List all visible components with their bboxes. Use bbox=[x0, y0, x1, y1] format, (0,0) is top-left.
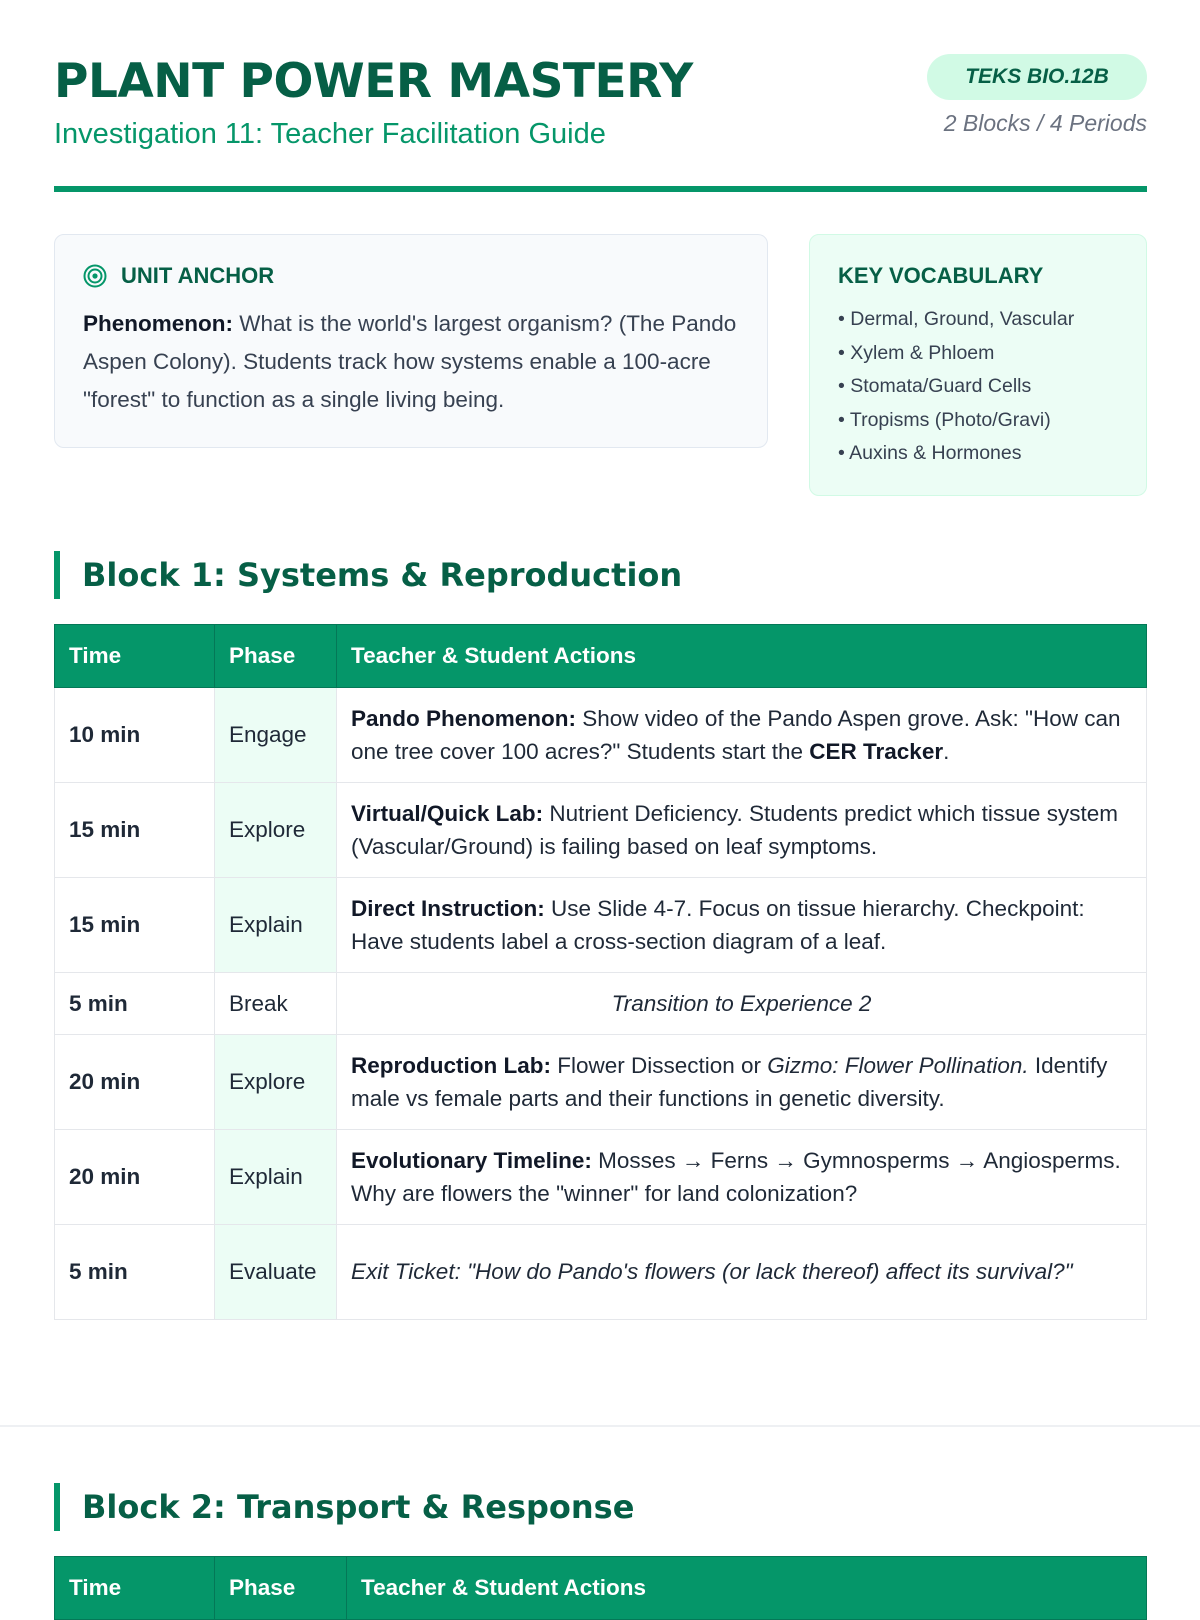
vocabulary-item: • Auxins & Hormones bbox=[838, 437, 1118, 471]
key-vocabulary-heading: KEY VOCABULARY bbox=[838, 263, 1044, 288]
phenomenon-text bbox=[83, 305, 739, 419]
phenomenon-label: Phenomenon: bbox=[83, 311, 233, 336]
action-text: Mosses → Ferns → Gymnosperms → Angiosperms. Why are flowers the "winner" for land colonization? bbox=[351, 1147, 1121, 1206]
phenomenon-description: What is the world's largest organism? (The Pando Aspen Colony). Students track how systems enable a 100-acre "forest" to function as a single living being. bbox=[83, 311, 737, 412]
actions-cell bbox=[337, 688, 1147, 783]
time-cell: 20 min bbox=[55, 1130, 215, 1225]
table-row bbox=[55, 1225, 1147, 1320]
time-cell: 5 min bbox=[55, 1225, 215, 1320]
page-title: PLANT POWER MASTERY bbox=[54, 54, 693, 109]
action-text: Flower Dissection or bbox=[550, 1052, 768, 1078]
table-header-row bbox=[55, 1557, 1147, 1620]
block-divider bbox=[0, 1425, 1200, 1427]
phase-cell: Explain bbox=[215, 878, 337, 973]
exit-ticket-cell: Exit Ticket: "How do Pando's flowers (or lack thereof) affect its survival?" bbox=[337, 1225, 1147, 1320]
column-header-time: Time bbox=[55, 1557, 215, 1620]
actions-cell bbox=[337, 1130, 1147, 1225]
table-row bbox=[55, 783, 1147, 878]
key-vocabulary-card bbox=[809, 234, 1147, 496]
vocabulary-item: • Xylem & Phloem bbox=[838, 337, 1118, 371]
column-header-actions: Teacher & Student Actions bbox=[347, 1557, 1147, 1620]
phase-cell: Explore bbox=[215, 1035, 337, 1130]
action-lead: Pando Phenomenon: bbox=[351, 705, 576, 731]
actions-cell bbox=[337, 878, 1147, 973]
column-header-phase: Phase bbox=[215, 1557, 347, 1620]
action-lead: Evolutionary Timeline: bbox=[351, 1147, 592, 1173]
actions-cell bbox=[337, 1035, 1147, 1130]
table-row bbox=[55, 1035, 1147, 1130]
table-row bbox=[55, 1130, 1147, 1225]
action-lead: Direct Instruction: bbox=[351, 895, 545, 921]
action-text: Show video of the Pando Aspen grove. Ask: "How can one tree cover 100 acres?" Students start the bbox=[351, 705, 1121, 764]
action-text: Nutrient Deficiency. Students predict which tissue system (Vascular/Ground) is failing based on leaf symptoms. bbox=[351, 800, 1118, 859]
time-cell: 5 min bbox=[55, 973, 215, 1035]
column-header-time: Time bbox=[55, 625, 215, 688]
phase-cell: Break bbox=[215, 973, 337, 1035]
table-row bbox=[55, 688, 1147, 783]
page-header bbox=[54, 0, 1147, 194]
block-1-table bbox=[54, 624, 1147, 1320]
action-lead: Virtual/Quick Lab: bbox=[351, 800, 544, 826]
action-text: Use Slide 4-7. Focus on tissue hierarchy. Checkpoint: Have students label a cross-section diagram of a leaf. bbox=[351, 895, 1085, 954]
vocabulary-item: • Dermal, Ground, Vascular bbox=[838, 303, 1118, 337]
action-tail: Identify male vs female parts and their functions in genetic diversity. bbox=[351, 1052, 1108, 1111]
column-header-phase: Phase bbox=[215, 625, 337, 688]
block-2-heading: Block 2: Transport & Response bbox=[54, 1483, 634, 1531]
vocabulary-list bbox=[838, 303, 1118, 471]
time-cell: 15 min bbox=[55, 783, 215, 878]
time-cell: 20 min bbox=[55, 1035, 215, 1130]
transition-cell: Transition to Experience 2 bbox=[337, 973, 1147, 1035]
vocabulary-item: • Tropisms (Photo/Gravi) bbox=[838, 404, 1118, 438]
periods-label: 2 Blocks / 4 Periods bbox=[943, 110, 1147, 136]
actions-cell bbox=[337, 783, 1147, 878]
unit-anchor-title: UNIT ANCHOR bbox=[121, 263, 275, 288]
target-icon bbox=[83, 264, 107, 288]
block-2-table bbox=[54, 1556, 1147, 1620]
action-strong: CER Tracker bbox=[809, 739, 944, 764]
time-cell: 15 min bbox=[55, 878, 215, 973]
block-1-heading: Block 1: Systems & Reproduction bbox=[54, 551, 682, 599]
phase-cell: Explain bbox=[215, 1130, 337, 1225]
facilitation-guide bbox=[54, 0, 1147, 1600]
action-emphasis: Gizmo: Flower Pollination. bbox=[767, 1052, 1029, 1078]
unit-anchor-heading bbox=[83, 263, 739, 289]
page-subtitle: Investigation 11: Teacher Facilitation Guide bbox=[54, 118, 606, 150]
header-divider bbox=[54, 186, 1147, 192]
vocabulary-item: • Stomata/Guard Cells bbox=[838, 370, 1118, 404]
table-row bbox=[55, 973, 1147, 1035]
action-tail: . bbox=[943, 739, 950, 764]
unit-anchor-card bbox=[54, 234, 768, 448]
action-lead: Reproduction Lab: bbox=[351, 1052, 551, 1078]
phase-cell: Engage bbox=[215, 688, 337, 783]
phase-cell: Explore bbox=[215, 783, 337, 878]
phase-cell: Evaluate bbox=[215, 1225, 337, 1320]
column-header-actions: Teacher & Student Actions bbox=[337, 625, 1147, 688]
table-row bbox=[55, 878, 1147, 973]
teks-badge: TEKS BIO.12B bbox=[927, 54, 1147, 100]
time-cell: 10 min bbox=[55, 688, 215, 783]
table-header-row bbox=[55, 625, 1147, 688]
